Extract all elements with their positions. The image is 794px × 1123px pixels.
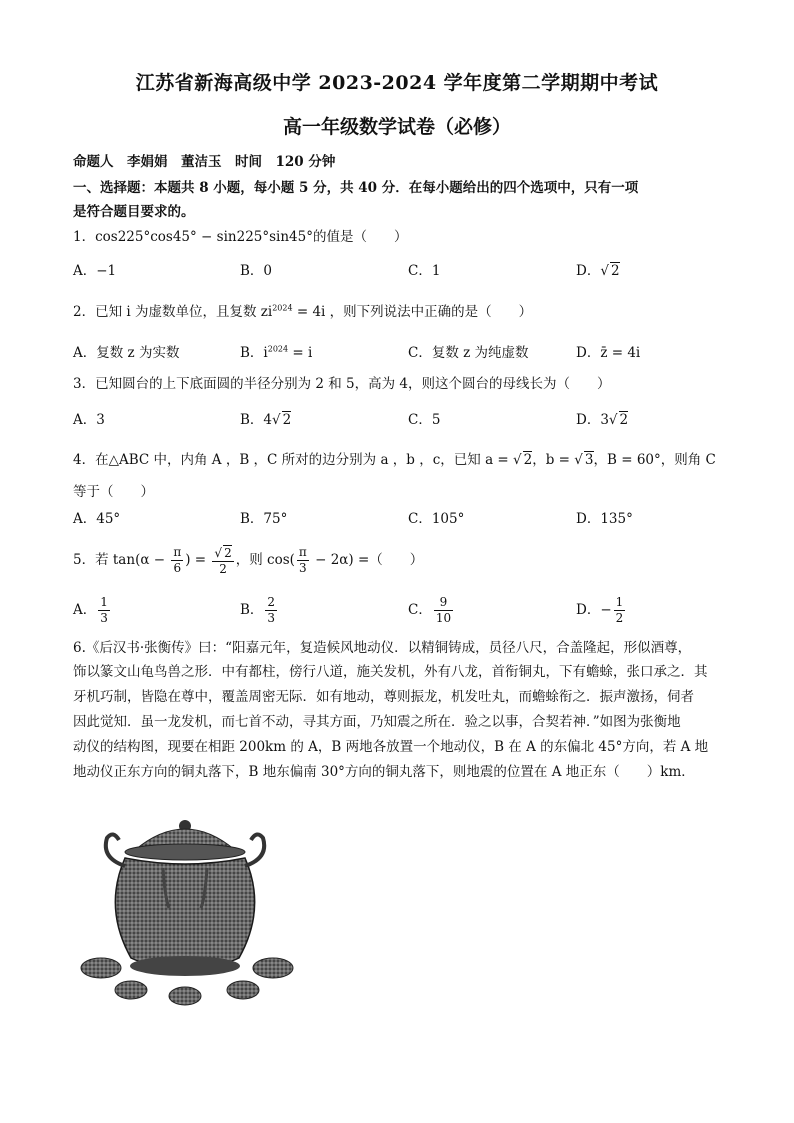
dragon-right [245,834,264,866]
q2-option-a: A．复数 z 为实数 [73,345,180,361]
q3-option-b: B．4√ 2 [240,412,292,428]
seismoscope-figure [73,808,298,1008]
q4-stem-line1: 4．在△ABC 中，内角 A ，B ，C 所对的边分别为 a ，b ，c，已知 a = √ 2，b = √ 3，B = 60°，则角 C [73,452,716,468]
q4-stem-line2: 等于（ ） [73,484,154,500]
dragon-left [106,834,125,866]
jar-base [130,956,240,976]
q4-option-d: D．135° [576,511,633,527]
q6-line-3: 牙机巧制，皆隐在尊中，覆盖周密无际．如有地动，尊则振龙，机发吐丸，而蟾蜍衔之．振声激扬，伺者 [73,689,694,705]
q2-option-c: C．复数 z 为纯虚数 [408,345,529,361]
exam-title: 江苏省新海高级中学 2023-2024 学年度第二学期期中考试 [135,72,659,94]
toad-front-right [227,981,259,999]
exam-subtitle: 高一年级数学试卷（必修） [282,116,511,138]
q6-line-6: 地动仪正东方向的铜丸落下，B 地东偏南 30°方向的铜丸落下，则地震的位置在 A 地正东（ ）km． [73,764,695,780]
q6-line-5: 动仪的结构图，现要在相距 200km 的 A，B 两地各放置一个地动仪，B 在 A 的东偏北 45°方向，若 A 地 [73,739,709,755]
lid-rim [125,844,245,860]
q2-option-b: B．$i^{2024} = i$ [240,344,313,361]
q2-options [73,341,723,363]
q4-option-c: C．105° [408,511,465,527]
q3-options [73,408,723,430]
q4-options [73,507,723,529]
q3-option-d: D．3√ 2 [576,412,629,428]
q1-stem: 1．cos225°cos45° − sin225°sin45°的值是（ ） [73,229,408,245]
q3-option-c: C．5 [408,412,441,428]
q5-option-c: C． $\frac{9}{10}$ [408,595,452,625]
q4-option-a: A．45° [73,511,121,527]
q5-option-d: D．− $\frac{1}{2}$ [576,595,624,625]
exam-meta: 命题人 李娟娟 董洁玉 时间 120 分钟 [73,154,336,170]
q1-option-b: B．0 [240,263,273,279]
q2-stem: 2．已知 i 为虚数单位，且复数 $zi^{2024} = 4i$ ，则下列说法中正确的是（ ） [73,303,533,320]
q3-option-a: A．3 [73,412,105,428]
toad-right [253,958,293,978]
q2-option-d: D．z̄ = 4i [576,345,641,361]
q3-stem: 3．已知圆台的上下底面圆的半径分别为 2 和 5，高为 4，则这个圆台的母线长为（ ） [73,376,611,392]
q6-line-1: 6.《后汉书·张衡传》曰：“阳嘉元年，复造候风地动仪．以精铜铸成，员径八尺，合盖隆起，形似酒尊， [73,640,692,656]
section-heading-line2: 是符合题目要求的。 [73,204,195,220]
q1-option-d: D．√ 2 [576,263,620,279]
jar-body [115,858,254,971]
q5-option-b: B． $\frac{2}{3}$ [240,595,276,625]
q1-options [73,259,723,281]
q5-stem: 5．若 tan(α − $\frac{\pi}{6}$ ) = $\frac{√ 2}{2}$ ，则 cos( $\frac{\pi}{3}$ − 2α) =（ ） [73,545,424,576]
toad-left [81,958,121,978]
section-heading-line1: 一、选择题：本题共 8 小题，每小题 5 分，共 40 分．在每小题给出的四个选项中，只有一项 [73,180,639,196]
q6-line-4: 因此觉知．虽一龙发机，而七首不动，寻其方面，乃知震之所在．验之以事，合契若神．”如图为张衡地 [73,714,681,730]
q1-option-c: C．1 [408,263,441,279]
q6-line-2: 饰以篆文山龟鸟兽之形．中有都柱，傍行八道，施关发机，外有八龙，首衔铜丸，下有蟾蜍，张口承之．其 [73,664,708,680]
q5-options [73,592,723,628]
toad-front-left [115,981,147,999]
q5-option-a: A． $\frac{1}{3}$ [73,595,108,625]
q1-option-a: A．−1 [73,263,117,279]
toad-front [169,987,201,1005]
q4-option-b: B．75° [240,511,288,527]
q1-option-d-radicand: 2 [610,263,620,279]
